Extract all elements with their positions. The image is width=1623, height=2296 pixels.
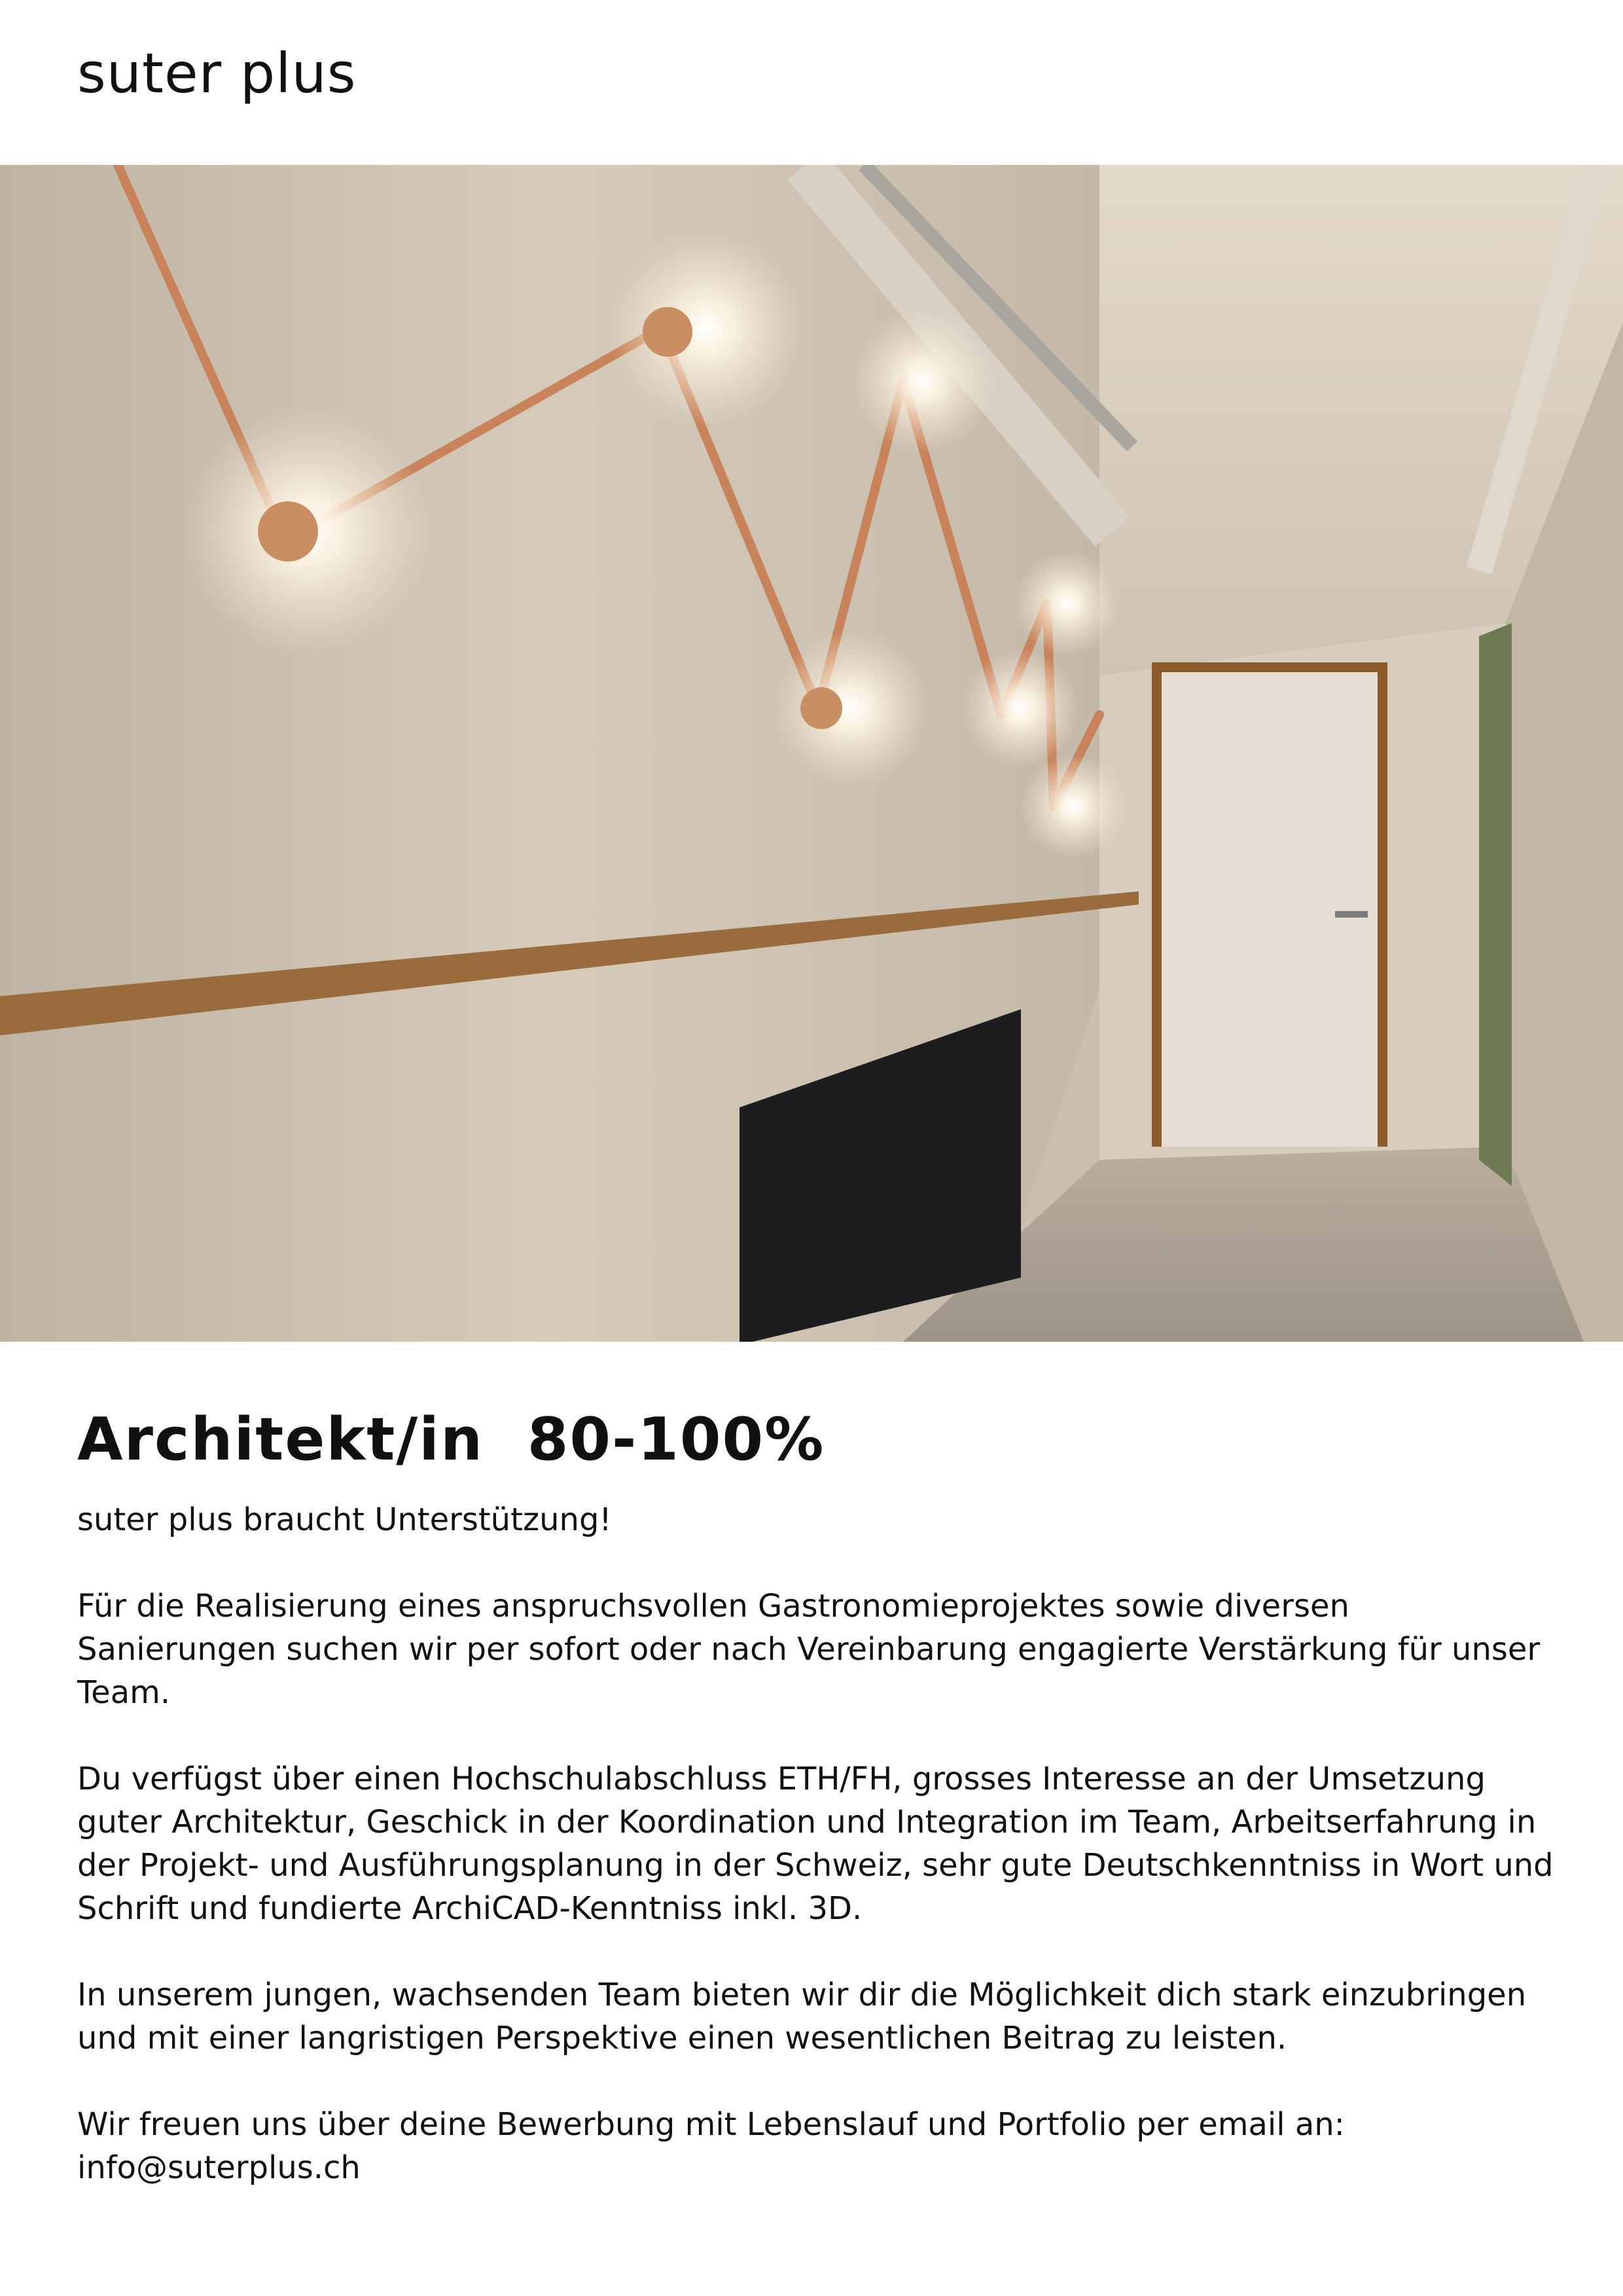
contact-email-link[interactable]: info@suterplus.ch <box>77 2149 361 2186</box>
job-posting <box>77 1407 1556 2233</box>
paragraph-project: Für die Realisierung eines anspruchsvollen Gastronomieprojektes sowie diversen Sanierungen suchen wir per sofort oder nach Vereinbarung engagierte Verstärkung für unser Team. <box>77 1588 1541 1711</box>
paragraph-offer: In unserem jungen, wachsenden Team bieten wir dir die Möglichkeit dich stark einzubringen und mit einer langristigen Perspektive einen wesentlichen Beitrag zu leisten. <box>77 1977 1527 2056</box>
job-title: Architekt/in 80-100% <box>77 1405 825 1474</box>
closing-text <box>77 2103 1556 2189</box>
hero-photo <box>0 165 1623 1342</box>
closing-sentence: Wir freuen uns über deine Bewerbung mit Lebenslauf und Portfolio per email an: <box>77 2106 1345 2143</box>
paragraph-requirements: Du verfügst über einen Hochschulabschluss ETH/FH, grosses Interesse an der Umsetzung guter Architektur, Geschick in der Koordination und Integration im Team, Arbeitserfahrung in der Projekt- und Ausführungsplanung in der Schweiz, sehr gute Deutschkenntniss in Wort und Schrift und fundierte ArchiCAD-Kenntniss inkl. 3D. <box>77 1761 1554 1927</box>
brand-logo: suter plus <box>77 41 357 105</box>
tagline: suter plus braucht Unterstützung! <box>77 1501 612 1538</box>
corridor-illustration <box>0 165 1623 1342</box>
